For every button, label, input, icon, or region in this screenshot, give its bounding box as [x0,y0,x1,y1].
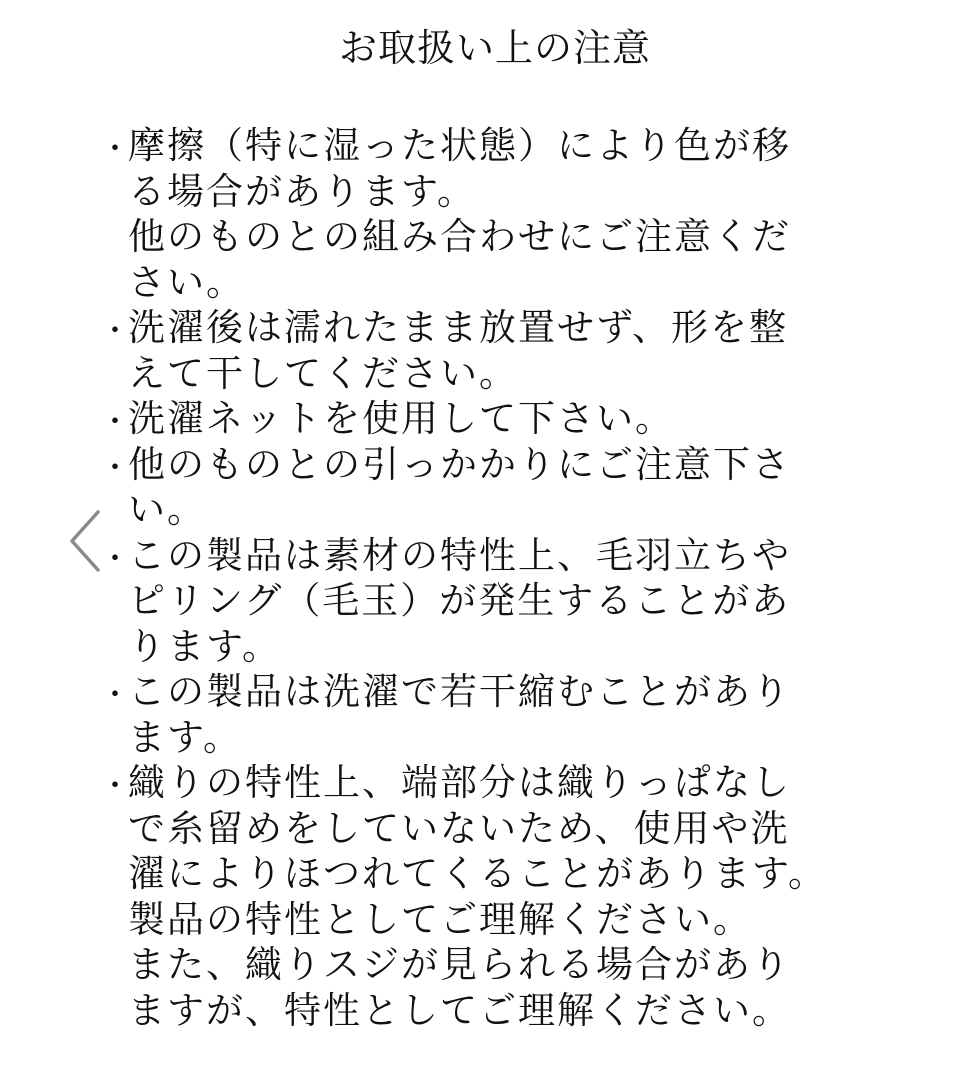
item-line: ますが、特性としてご理解ください。 [128,988,791,1032]
list-item [95,760,827,1033]
bullet-icon: ・ [100,450,130,486]
list-item [95,305,827,396]
item-line: ピリング（毛玉）が発生することがあ [128,579,791,622]
bullet-icon: ・ [100,678,130,713]
item-line: 他のものとの組み合わせにご注意くだ [128,215,791,258]
bullet-icon: ・ [100,132,130,167]
item-line: る場合があります。 [128,169,477,213]
bullet-icon: ・ [100,405,130,440]
bullet-icon: ・ [100,541,130,577]
item-line: さい。 [128,260,245,304]
item-line: で糸留めをしていないため、使用や洗 [128,806,790,850]
list-item [95,533,827,670]
bullet-icon: ・ [100,769,130,804]
chevron-left-icon [62,506,124,576]
page-title: お取扱い上の注意 [338,26,651,70]
item-line: この製品は素材の特性上、毛羽立ちや [128,533,791,577]
item-line: 洗濯ネットを使用して下さい。 [128,397,674,440]
item-line: また、織りスジが見られる場合があり [128,943,791,986]
list-item [95,123,827,305]
item-line: 摩擦（特に湿った状態）により色が移 [128,124,791,167]
item-line: この製品は洗濯で若干縮むことがあり [128,670,791,713]
list-item [95,396,827,442]
item-line: 濯によりほつれてくることがあります。 [128,852,828,895]
item-line: ます。 [128,715,243,759]
item-line: 製品の特性としてご理解ください。 [128,897,752,941]
list-item [95,442,827,533]
item-line: 洗濯後は濡れたまま放置せず、形を整 [128,306,789,349]
bullet-icon: ・ [100,314,130,349]
item-line: い。 [128,488,206,531]
item-line: えて干してください。 [128,351,518,395]
item-line: ります。 [128,624,282,668]
item-line: 織りの特性上、端部分は織りっぱなし [128,761,791,804]
item-line: 他のものとの引っかかりにご注意下さ [128,442,791,486]
list-item [95,669,827,760]
care-notes-list [95,123,827,1033]
previous-button[interactable] [62,506,124,576]
